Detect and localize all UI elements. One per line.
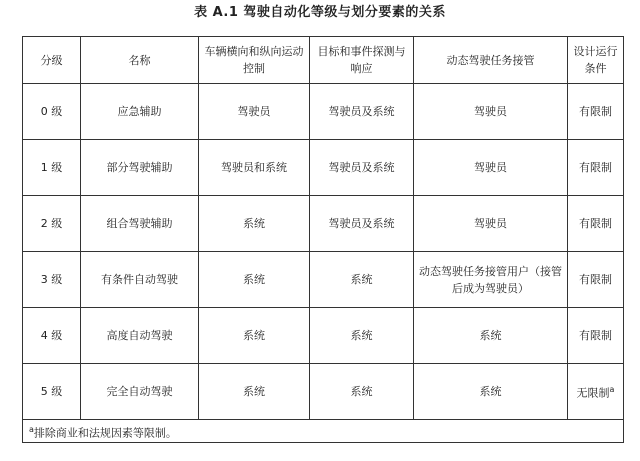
cell-level: 5 级 (23, 364, 81, 420)
cell-control: 驾驶员 (199, 84, 310, 140)
cell-level: 3 级 (23, 252, 81, 308)
cell-level: 2 级 (23, 196, 81, 252)
cell-control: 系统 (199, 364, 310, 420)
table-row (23, 308, 624, 364)
cell-conditions: 有限制 (568, 308, 624, 364)
cell-level: 0 级 (23, 84, 81, 140)
cell-control: 系统 (199, 252, 310, 308)
cell-conditions: 有限制 (568, 196, 624, 252)
cell-level: 4 级 (23, 308, 81, 364)
cell-takeover: 系统 (414, 364, 568, 420)
header-level: 分级 (23, 37, 81, 84)
cell-name: 高度自动驾驶 (81, 308, 199, 364)
cell-detect: 驾驶员及系统 (310, 140, 414, 196)
cell-detect: 驾驶员及系统 (310, 196, 414, 252)
table-row (23, 140, 624, 196)
table-row (23, 84, 624, 140)
table-row (23, 364, 624, 420)
cell-name: 组合驾驶辅助 (81, 196, 199, 252)
cell-takeover: 系统 (414, 308, 568, 364)
footnote-reference: a (609, 385, 615, 395)
cell-takeover: 驾驶员 (414, 196, 568, 252)
cell-conditions (568, 364, 624, 420)
table-row (23, 252, 624, 308)
footnote-row (23, 420, 624, 443)
cell-conditions: 有限制 (568, 140, 624, 196)
cell-conditions: 有限制 (568, 252, 624, 308)
header-takeover: 动态驾驶任务接管 (414, 37, 568, 84)
table-title: 表 A.1 驾驶自动化等级与划分要素的关系 (194, 5, 446, 20)
cell-detect: 系统 (310, 252, 414, 308)
cell-name: 有条件自动驾驶 (81, 252, 199, 308)
cell-control: 驾驶员和系统 (199, 140, 310, 196)
table-row (23, 196, 624, 252)
cell-name: 完全自动驾驶 (81, 364, 199, 420)
cell-name: 部分驾驶辅助 (81, 140, 199, 196)
cell-level: 1 级 (23, 140, 81, 196)
conditions-text: 无限制 (576, 386, 610, 400)
header-conditions: 设计运行条件 (568, 37, 624, 84)
cell-detect: 系统 (310, 364, 414, 420)
cell-control: 系统 (199, 308, 310, 364)
cell-detect: 系统 (310, 308, 414, 364)
cell-takeover: 动态驾驶任务接管用户（接管后成为驾驶员） (414, 252, 568, 308)
header-detect: 目标和事件探测与响应 (310, 37, 414, 84)
cell-detect: 驾驶员及系统 (310, 84, 414, 140)
header-control: 车辆横向和纵向运动控制 (199, 37, 310, 84)
cell-takeover: 驾驶员 (414, 140, 568, 196)
automation-levels-table (22, 36, 624, 443)
footnote-cell (23, 420, 624, 443)
header-row (23, 37, 624, 84)
footnote-mark: a (29, 424, 34, 434)
cell-conditions: 有限制 (568, 84, 624, 140)
cell-control: 系统 (199, 196, 310, 252)
cell-takeover: 驾驶员 (414, 84, 568, 140)
header-name: 名称 (81, 37, 199, 84)
cell-name: 应急辅助 (81, 84, 199, 140)
footnote-text: 排除商业和法规因素等限制。 (33, 426, 177, 440)
